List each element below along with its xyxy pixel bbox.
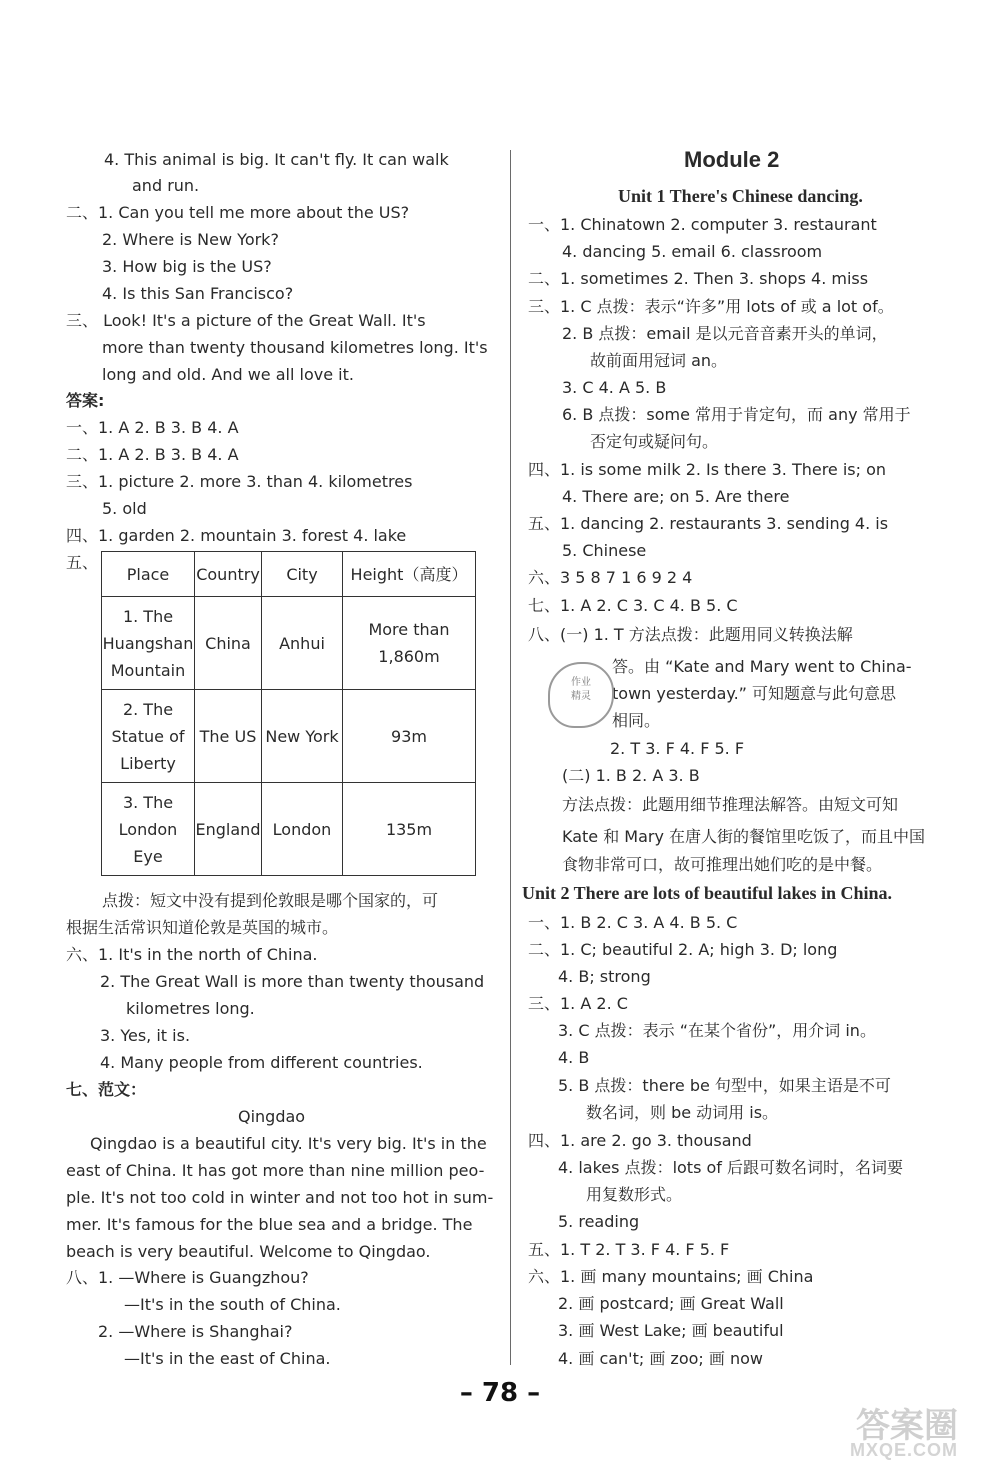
text-line: more than twenty thousand kilometres long. It's <box>102 338 488 357</box>
text-line: 相同。 <box>612 711 661 730</box>
text-line: mer. It's famous for the blue sea and a bridge. The <box>66 1215 473 1234</box>
text-line: east of China. It has got more than nine million peo- <box>66 1161 485 1180</box>
text-line: 方法点拨：此题用细节推理法解答。由短文可知 <box>562 795 899 814</box>
table-cell: 93m <box>343 690 476 783</box>
essay-title: Qingdao <box>238 1107 306 1126</box>
text-line: 四、1. garden 2. mountain 3. forest 4. lake <box>66 526 407 545</box>
text-line: 否定句或疑问句。 <box>590 432 719 451</box>
table-cell: Anhui <box>262 597 343 690</box>
column-divider <box>510 150 511 1365</box>
text-line: 4. Is this San Francisco? <box>102 284 294 303</box>
text-line: 5. Chinese <box>562 541 647 560</box>
text-line: town yesterday.” 可知题意与此句意思 <box>612 684 897 703</box>
text-line: 二、1. sometimes 2. Then 3. shops 4. miss <box>528 269 869 288</box>
text-line: 3. C 4. A 5. B <box>562 378 667 397</box>
text-line: 3. How big is the US? <box>102 257 272 276</box>
text-line: beach is very beautiful. Welcome to Qingdao. <box>66 1242 431 1261</box>
text-line: 八、1. —Where is Guangzhou? <box>66 1268 309 1287</box>
text-line: 数名词，则 be 动词用 is。 <box>586 1103 779 1122</box>
table-cell: New York <box>262 690 343 783</box>
text-line: and run. <box>132 176 200 195</box>
text-line: 4. B <box>558 1048 590 1067</box>
text-line: 2. T 3. F 4. F 5. F <box>610 739 745 758</box>
text-line: 一、1. Chinatown 2. computer 3. restaurant <box>528 215 877 234</box>
text-line: 五、 <box>66 553 99 572</box>
text-line: 4. lakes 点拨：lots of 后跟可数名词时，名词要 <box>558 1158 904 1177</box>
table-row <box>102 690 476 783</box>
text-line: 4. Many people from different countries. <box>100 1053 423 1072</box>
text-line: 三、 Look! It's a picture of the Great Wall. It's <box>66 311 426 330</box>
text-line: 用复数形式。 <box>586 1185 683 1204</box>
text-line: 4. This animal is big. It can't fly. It can walk <box>104 150 449 169</box>
text-line: 四、1. is some milk 2. Is there 3. There is; on <box>528 460 887 479</box>
text-line: —It's in the east of China. <box>124 1349 331 1368</box>
module-title: Module 2 <box>684 147 780 172</box>
text-line: 六、1. It's in the north of China. <box>66 945 318 964</box>
text-line: 二、1. C; beautiful 2. A; high 3. D; long <box>528 940 838 959</box>
table-cell: China <box>195 597 262 690</box>
table-cell: England <box>195 783 262 876</box>
text-line: 七、1. A 2. C 3. C 4. B 5. C <box>528 596 738 615</box>
text-line: 3. C 点拨：表示 “在某个省份”，用介词 in。 <box>558 1021 876 1040</box>
unit-title: Unit 2 There are lots of beautiful lakes in China. <box>522 883 893 903</box>
text-line: 一、1. A 2. B 3. B 4. A <box>66 418 239 437</box>
text-line: 3. 画 West Lake; 画 beautiful <box>558 1321 784 1340</box>
table-cell: 1. The Huangshan Mountain <box>102 597 195 690</box>
stamp-text: 作业 <box>571 677 591 688</box>
text-line: 4. 画 can't; 画 zoo; 画 now <box>558 1349 763 1368</box>
text-line: 2. The Great Wall is more than twenty thousand <box>100 972 485 991</box>
text-line: 八、(一) 1. T 方法点拨：此题用同义转换法解 <box>528 625 853 644</box>
text-line: Qingdao is a beautiful city. It's very big. It's in the <box>90 1134 487 1153</box>
watermark-url: MXQE.COM <box>849 1440 958 1460</box>
text-line: 6. B 点拨：some 常用于肯定句，而 any 常用于 <box>562 405 911 424</box>
table-row <box>102 597 476 690</box>
text-line: 根据生活常识知道伦敦是英国的城市。 <box>66 918 339 937</box>
stamp-text: 精灵 <box>571 691 591 702</box>
text-line: 2. —Where is Shanghai? <box>98 1322 293 1341</box>
text-line: 三、1. A 2. C <box>528 994 628 1013</box>
table-row <box>102 783 476 876</box>
answers-heading: 答案: <box>66 391 105 410</box>
text-line: 3. Yes, it is. <box>100 1026 191 1045</box>
text-line: kilometres long. <box>126 999 255 1018</box>
text-line: 答。由 “Kate and Mary went to China- <box>612 657 912 676</box>
table-cell: More than 1,860m <box>343 597 476 690</box>
table-cell: 3. The London Eye <box>102 783 195 876</box>
text-line: 四、1. are 2. go 3. thousand <box>528 1131 752 1150</box>
table-cell: The US <box>195 690 262 783</box>
table-cell: 135m <box>343 783 476 876</box>
text-line: 4. dancing 5. email 6. classroom <box>562 242 823 261</box>
places-table <box>101 551 476 876</box>
text-line: 5. reading <box>558 1212 640 1231</box>
table-header: Place <box>102 552 195 597</box>
text-line: Kate 和 Mary 在唐人街的餐馆里吃饭了，而且中国 <box>562 827 926 846</box>
text-line: 4. There are; on 5. Are there <box>562 487 790 506</box>
text-line: 一、1. B 2. C 3. A 4. B 5. C <box>528 913 738 932</box>
table-header-row <box>102 552 476 597</box>
text-line: —It's in the south of China. <box>124 1295 341 1314</box>
text-line: 三、1. picture 2. more 3. than 4. kilometres <box>66 472 413 491</box>
text-line: (二) 1. B 2. A 3. B <box>562 766 700 785</box>
text-line: 六、3 5 8 7 1 6 9 2 4 <box>528 568 693 587</box>
table-cell: 2. The Statue of Liberty <box>102 690 195 783</box>
text-line: 六、1. 画 many mountains; 画 China <box>528 1267 814 1286</box>
text-line: 故前面用冠词 an。 <box>590 351 728 370</box>
text-line: 2. 画 postcard; 画 Great Wall <box>558 1294 784 1313</box>
text-line: 二、1. A 2. B 3. B 4. A <box>66 445 239 464</box>
text-line: 2. B 点拨：email 是以元音音素开头的单词， <box>562 324 888 343</box>
text-line: 2. Where is New York? <box>102 230 279 249</box>
text-line: 点拨：短文中没有提到伦敦眼是哪个国家的，可 <box>102 891 439 910</box>
table-header: Height（高度） <box>343 552 476 597</box>
text-line: long and old. And we all love it. <box>102 365 354 384</box>
text-line: 食物非常可口，故可推理出她们吃的是中餐。 <box>562 855 883 874</box>
page-number: – 78 – <box>459 1378 541 1408</box>
text-line: 五、1. dancing 2. restaurants 3. sending 4. is <box>528 514 889 533</box>
text-line: 5. B 点拨：there be 句型中，如果主语是不可 <box>558 1076 891 1095</box>
text-line: 五、1. T 2. T 3. F 4. F 5. F <box>528 1240 730 1259</box>
unit-title: Unit 1 There's Chinese dancing. <box>618 186 863 206</box>
text-line: 4. B; strong <box>558 967 651 986</box>
text-line: ple. It's not too cold in winter and not too hot in sum- <box>66 1188 494 1207</box>
table-header: Country <box>195 552 262 597</box>
text-line: 三、1. C 点拨：表示“许多”用 lots of 或 a lot of。 <box>528 297 894 316</box>
stamp-logo <box>548 662 614 728</box>
table-header: City <box>262 552 343 597</box>
text-line: 七、范文： <box>66 1080 147 1099</box>
table-cell: London <box>262 783 343 876</box>
text-line: 二、1. Can you tell me more about the US? <box>66 203 410 222</box>
watermark-logo: 答案圈 <box>856 1407 958 1445</box>
text-line: 5. old <box>102 499 147 518</box>
